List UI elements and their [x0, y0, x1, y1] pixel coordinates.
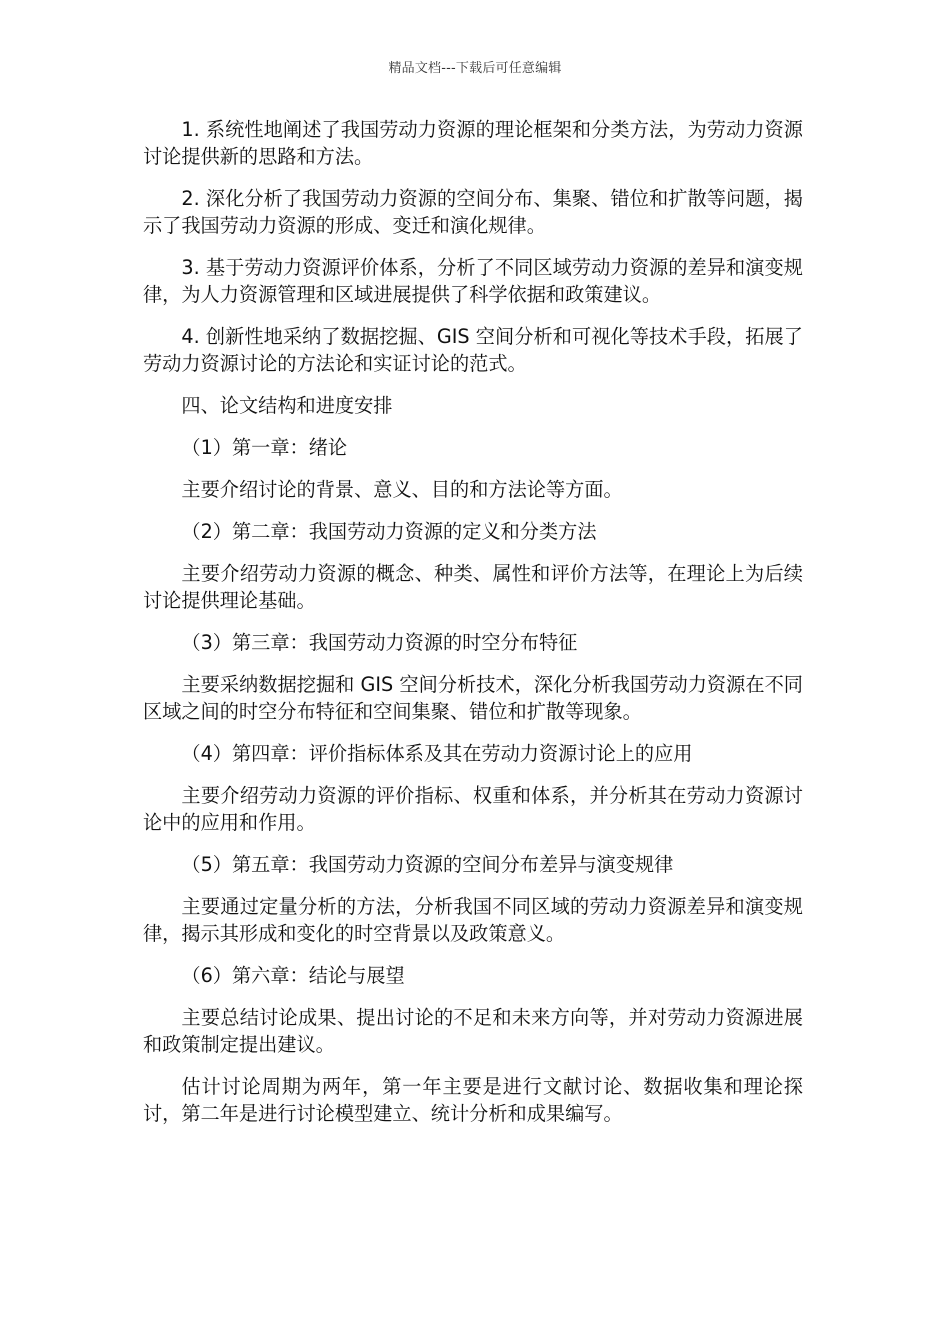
paragraph-contribution-3: 3. 基于劳动力资源评价体系，分析了不同区域劳动力资源的差异和演变规律，为人力资源管理和区域进展提供了科学依据和政策建议。	[143, 256, 803, 306]
chapter-4-description: 主要介绍劳动力资源的评价指标、权重和体系，并分析其在劳动力资源讨论中的应用和作用。	[143, 784, 803, 834]
section-heading-structure: 四、论文结构和进度安排	[181, 394, 393, 417]
chapter-2-title: （2）第二章：我国劳动力资源的定义和分类方法	[181, 520, 597, 543]
chapter-2-description: 主要介绍劳动力资源的概念、种类、属性和评价方法等，在理论上为后续讨论提供理论基础。	[143, 562, 803, 612]
chapter-4-title: （4）第四章：评价指标体系及其在劳动力资源讨论上的应用	[181, 742, 693, 765]
chapter-5-title: （5）第五章：我国劳动力资源的空间分布差异与演变规律	[181, 853, 674, 876]
schedule-paragraph: 估计讨论周期为两年，第一年主要是进行文献讨论、数据收集和理论探讨，第二年是进行讨论模型建立、统计分析和成果编写。	[143, 1075, 803, 1125]
paragraph-contribution-1: 1. 系统性地阐述了我国劳动力资源的理论框架和分类方法，为劳动力资源讨论提供新的思路和方法。	[143, 118, 803, 168]
chapter-6-title: （6）第六章：结论与展望	[181, 964, 405, 987]
page-header: 精品文档---下载后可任意编辑	[388, 61, 562, 76]
document-body	[143, 116, 803, 1142]
chapter-5-description: 主要通过定量分析的方法，分析我国不同区域的劳动力资源差异和演变规律，揭示其形成和变化的时空背景以及政策意义。	[143, 895, 803, 945]
paragraph-contribution-2: 2. 深化分析了我国劳动力资源的空间分布、集聚、错位和扩散等问题，揭示了我国劳动力资源的形成、变迁和演化规律。	[143, 187, 803, 237]
chapter-3-description: 主要采纳数据挖掘和 GIS 空间分析技术，深化分析我国劳动力资源在不同区域之间的时空分布特征和空间集聚、错位和扩散等现象。	[143, 673, 803, 723]
chapter-3-title: （3）第三章：我国劳动力资源的时空分布特征	[181, 631, 578, 654]
chapter-1-description: 主要介绍讨论的背景、意义、目的和方法论等方面。	[181, 478, 623, 501]
chapter-6-description: 主要总结讨论成果、提出讨论的不足和未来方向等，并对劳动力资源进展和政策制定提出建议。	[143, 1006, 803, 1056]
chapter-1-title: （1）第一章：绪论	[181, 436, 348, 459]
paragraph-contribution-4: 4. 创新性地采纳了数据挖掘、GIS 空间分析和可视化等技术手段，拓展了劳动力资源讨论的方法论和实证讨论的范式。	[143, 325, 803, 375]
